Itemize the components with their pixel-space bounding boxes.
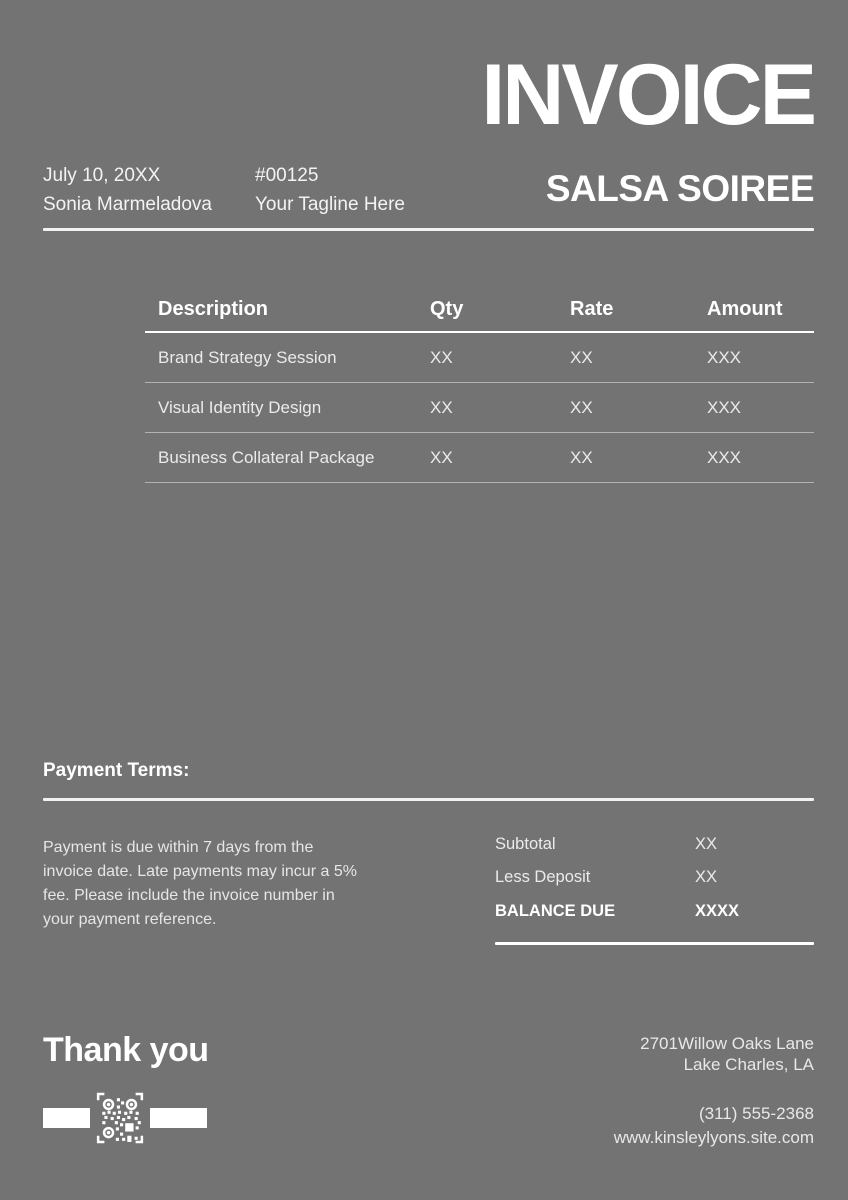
qr-left-bar [43,1108,90,1128]
table-header-row [145,288,814,333]
payment-terms-line: your payment reference. [43,911,217,928]
payment-terms-text [43,836,363,932]
page-title: INVOICE [481,47,814,143]
balance-due-row [495,899,814,923]
invoice-number: #00125 [255,165,319,186]
table-row [145,433,814,483]
invoice-date: July 10, 20XX [43,165,161,186]
qr-code-icon [95,1090,145,1146]
subtotal-value: XX [695,834,718,853]
item-amount: XXX [707,447,742,467]
client-name: Sonia Marmeladova [43,193,212,215]
payment-terms-line: invoice date. Late payments may incur a 5% [43,863,357,880]
tagline: Your Tagline Here [255,193,405,215]
address-line-2: Lake Charles, LA [683,1054,814,1074]
item-rate: XX [570,347,593,367]
item-description: Visual Identity Design [158,397,322,417]
column-header-description: Description [158,298,269,320]
website-url: www.kinsleylyons.site.com [613,1127,814,1147]
table-row [145,333,814,383]
subtotal-row [495,832,814,856]
item-qty: XX [430,447,453,467]
items-table [145,288,814,483]
item-description: Business Collateral Package [158,447,375,467]
contact-address [640,1034,814,1075]
totals-block [495,832,814,933]
payment-terms-divider [43,798,814,801]
item-amount: XXX [707,347,742,367]
column-header-amount: Amount [707,298,783,320]
subtotal-label: Subtotal [495,834,556,853]
phone-number: (311) 555-2368 [699,1104,814,1123]
address-line-1: 2701Willow Oaks Lane [640,1034,814,1053]
payment-terms-heading: Payment Terms: [43,760,190,781]
item-qty: XX [430,397,453,417]
totals-divider [495,942,814,945]
invoice-meta-block [255,162,405,219]
item-rate: XX [570,397,593,417]
payment-terms-line: fee. Please include the invoice number in [43,887,335,904]
client-meta-block [43,162,212,219]
header-divider [43,228,814,231]
balance-due-value: XXXX [695,901,740,920]
payment-terms-line: Payment is due within 7 days from the [43,839,314,856]
business-name: SALSA SOIREE [545,168,814,209]
qr-right-bar [150,1108,207,1128]
item-qty: XX [430,347,453,367]
thank-you-text: Thank you [43,1031,209,1069]
deposit-row [495,866,814,890]
item-description: Brand Strategy Session [158,347,337,367]
deposit-value: XX [695,868,718,886]
balance-due-label: BALANCE DUE [495,901,616,920]
item-rate: XX [570,447,593,467]
column-header-qty: Qty [430,298,464,320]
deposit-label: Less Deposit [495,868,591,886]
contact-phone-web [614,1102,814,1149]
table-row [145,383,814,433]
column-header-rate: Rate [570,298,614,320]
item-amount: XXX [707,397,742,417]
